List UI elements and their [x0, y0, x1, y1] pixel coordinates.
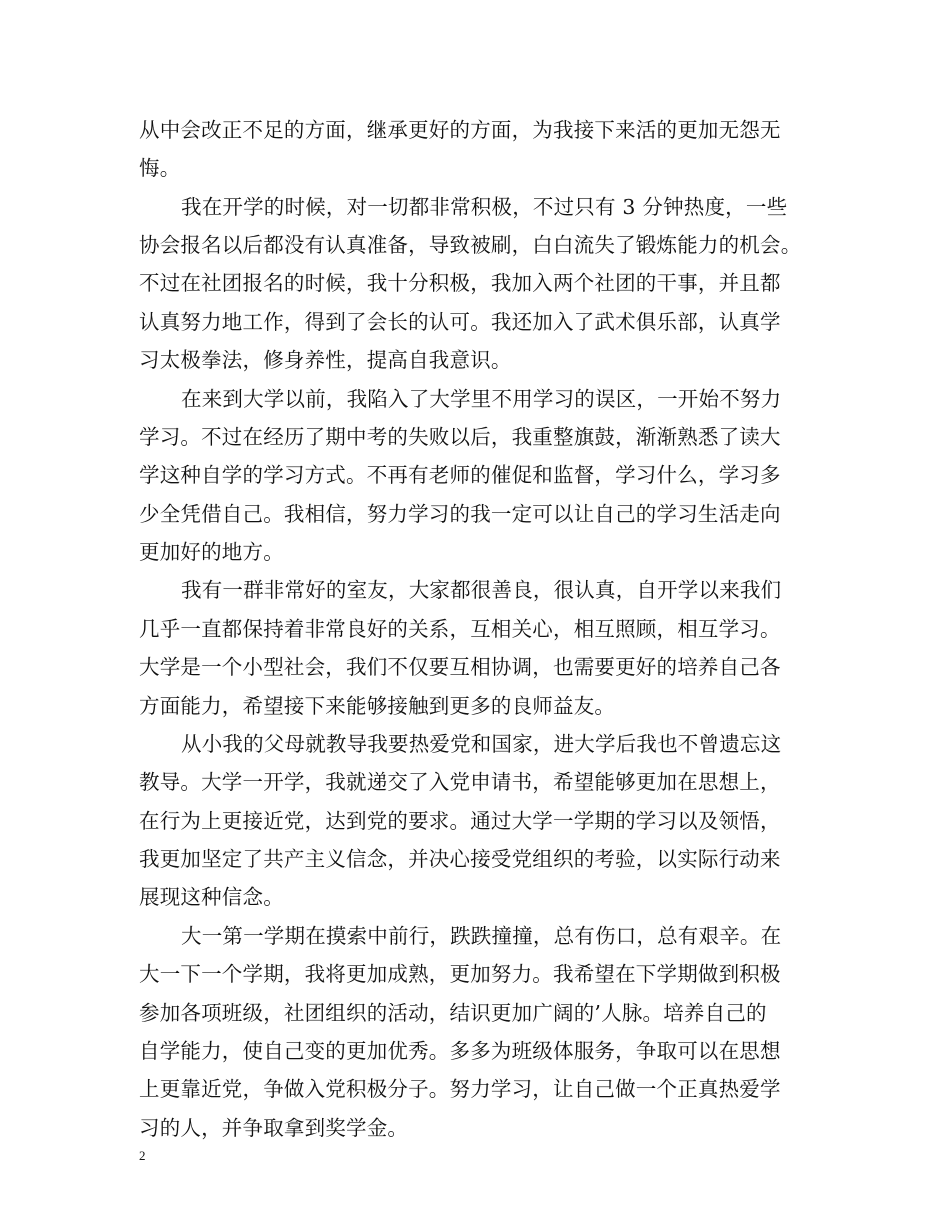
text-line: 教导。大学一开学，我就递交了入党申请书，希望能够更加在思想上，	[139, 770, 781, 794]
text-line: 学习。不过在经历了期中考的失败以后，我重整旗鼓，渐渐熟悉了读大	[139, 425, 781, 449]
text-line: 我更加坚定了共产主义信念，并决心接受党组织的考验，以实际行动来	[139, 847, 781, 871]
text-line: 大一下一个学期，我将更加成熟，更加努力。我希望在下学期做到积极	[139, 962, 781, 986]
text-line: 上更靠近党，争做入党积极分子。努力学习，让自己做一个正真热爱学	[139, 1077, 781, 1101]
text-line: 展现这种信念。	[139, 885, 284, 909]
paragraph-first-line: 从小我的父母就教导我要热爱党和国家，进大学后我也不曾遗忘这	[181, 732, 782, 756]
paragraph-first-line: 我在开学的时候，对一切都非常积极，不过只有 3 分钟热度，一些	[181, 195, 788, 219]
text-line: 悔。	[139, 156, 181, 180]
paragraph-first-line: 大一第一学期在摸索中前行，跌跌撞撞，总有伤口，总有艰辛。在	[181, 924, 782, 948]
paragraph-first-line: 我有一群非常好的室友，大家都很善良，很认真，自开学以来我们	[181, 578, 782, 602]
text-line: 习的人，并争取拿到奖学金。	[139, 1116, 409, 1140]
text-line: 几乎一直都保持着非常良好的关系，互相关心，相互照顾，相互学习。	[139, 617, 781, 641]
text-line: 认真努力地工作，得到了会长的认可。我还加入了武术俱乐部，认真学	[139, 310, 781, 334]
text-line: 从中会改正不足的方面，继承更好的方面，为我接下来活的更加无怨无	[139, 118, 781, 142]
text-line: 自学能力，使自己变的更加优秀。多多为班级体服务，争取可以在思想	[139, 1039, 781, 1063]
text-line: 协会报名以后都没有认真准备，导致被刷，白白流失了锻炼能力的机会。	[139, 233, 802, 257]
text-line: 学这种自学的学习方式。不再有老师的催促和监督，学习什么，学习多	[139, 463, 781, 487]
text-line: 更加好的地方。	[139, 540, 284, 564]
text-line: 少全凭借自己。我相信，努力学习的我一定可以让自己的学习生活走向	[139, 502, 781, 526]
text-line: 在行为上更接近党，达到党的要求。通过大学一学期的学习以及领悟，	[139, 809, 781, 833]
text-line: 大学是一个小型社会，我们不仅要互相协调，也需要更好的培养自己各	[139, 655, 781, 679]
page-number: 2	[139, 1148, 146, 1163]
text-line: 方面能力，希望接下来能够接触到更多的良师益友。	[139, 694, 616, 718]
text-line: 不过在社团报名的时候，我十分积极，我加入两个社团的干事，并且都	[139, 271, 781, 295]
text-line: 习太极拳法，修身养性，提高自我意识。	[139, 348, 512, 372]
text-line: 参加各项班级，社团组织的活动，结识更加广阔的’人脉。培养自己的	[139, 1001, 767, 1025]
paragraph-first-line: 在来到大学以前，我陷入了大学里不用学习的误区，一开始不努力	[181, 387, 782, 411]
